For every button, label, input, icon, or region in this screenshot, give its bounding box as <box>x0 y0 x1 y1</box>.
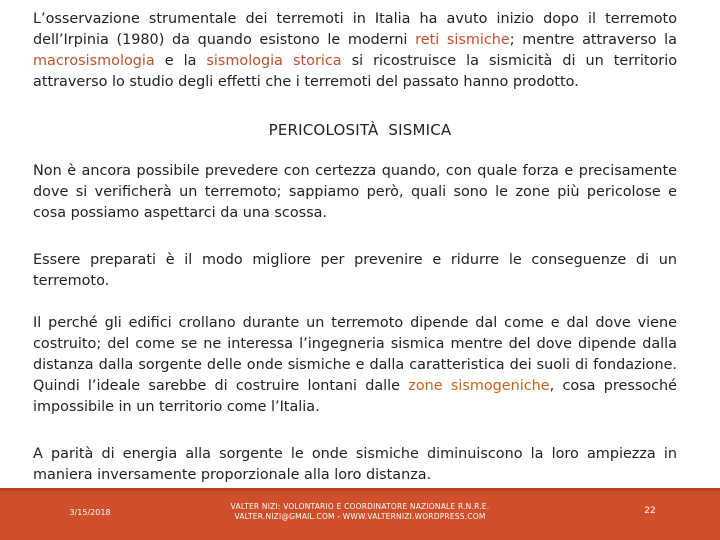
section-title: PERICOLOSITÀ SISMICA <box>268 121 452 139</box>
paragraph-preparation: Essere preparati è il modo migliore per prevenire e ridurre le conseguenze di un terremoto. <box>33 252 677 289</box>
intro-paragraph <box>33 9 677 93</box>
highlight-macrosismologia: macrosismologia <box>33 53 155 69</box>
footer-author-info <box>200 502 520 522</box>
intro-text-3: e la <box>154 53 207 69</box>
highlight-reti-sismiche: reti sismiche <box>415 32 510 48</box>
paragraph-energy: A parità di energia alla sorgente le onde sismiche diminuiscono la loro ampiezza in maniera inversamente proporzionale alla loro distanza. <box>33 446 677 483</box>
footer-contact-line: VALTER.NIZI@GMAIL.COM - WWW.VALTERNIZI.WORDPRESS.COM <box>234 512 486 521</box>
paragraph-prediction: Non è ancora possibile prevedere con certezza quando, con quale forza e precisamente dove si verificherà un terremoto; sappiamo però, quali sono le zone più pericolose e cosa possiamo aspettarci da una scossa. <box>33 163 677 221</box>
intro-text-4: si ricostruisce la sismicità di un territorio attraverso lo studio degli effetti che i terremoti del passato hanno prodotto. <box>33 53 677 90</box>
buildings-text-2: , cosa pressoché impossibile in un territorio come l’Italia. <box>33 378 678 415</box>
highlight-zone-sismogeniche: zone sismogeniche <box>408 378 550 394</box>
intro-text-2: ; mentre attraverso la <box>509 32 677 48</box>
footer-date: 3/15/2018 <box>69 508 111 517</box>
footer-page-number: 22 <box>644 506 656 516</box>
slide-footer <box>0 488 720 540</box>
buildings-text-1: Il perché gli edifici crollano durante un terremoto dipende dal come e dal dove viene costruito; del come se ne interessa l’ingegneria sismica mentre del dove dipende dalla distanza dalla sorgente delle onde sismiche e dalla caratteristica dei suoli di fondazione. Quindi l’ideale sarebbe di costruire lontani dalle <box>33 315 677 394</box>
highlight-sismologia-storica: sismologia storica <box>206 53 342 69</box>
footer-divider <box>0 488 720 491</box>
intro-text-1: L’osservazione strumentale dei terremoti in Italia ha avuto inizio dopo il terremoto dell’Irpinia (1980) da quando esistono le moderni <box>33 11 677 48</box>
paragraph-buildings <box>33 313 677 418</box>
footer-author-line: VALTER NIZI: VOLONTARIO E COORDINATORE NAZIONALE R.N.R.E. <box>230 502 490 511</box>
